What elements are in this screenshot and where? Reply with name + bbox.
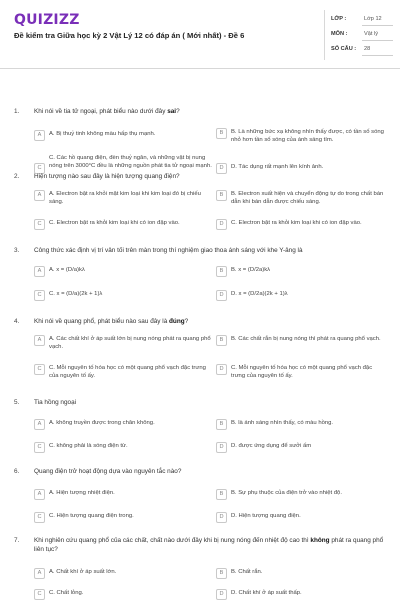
option-text: C. Chất lỏng.	[49, 590, 84, 596]
option-text: D. Hiện tượng quang điện.	[231, 513, 301, 519]
question-number: 6.	[14, 468, 20, 475]
option-letter: B	[216, 419, 227, 430]
option-text: C. Mỗi nguyên tố hóa học có một quang phổ vạch đặc trưng của nguyên tố ấy.	[231, 365, 373, 379]
option-text: A. Bị thuỷ tinh không màu hấp thụ mạnh.	[49, 131, 156, 137]
option-text: A. Hiện tượng nhiệt điện.	[49, 490, 115, 496]
option-letter: D	[216, 442, 227, 453]
option-letter: A	[34, 335, 45, 346]
option-letter: B	[216, 190, 227, 201]
option-letter: B	[216, 489, 227, 500]
option-letter: B	[216, 568, 227, 579]
option-letter: A	[34, 489, 45, 500]
option-letter: D	[216, 589, 227, 600]
option-letter: A	[34, 419, 45, 430]
option-letter: A	[34, 568, 45, 579]
option-text: C. Hiện tượng quang điện trong.	[49, 513, 134, 519]
question-number: 7.	[14, 537, 20, 544]
option-text: C. x = (D/a)(2k + 1)λ	[49, 291, 103, 297]
option-letter: B	[216, 128, 227, 139]
option-letter: C	[34, 589, 45, 600]
option-letter: D	[216, 290, 227, 301]
question-text: Khi nói về quang phổ, phát biểu nào sau đây là đúng?	[34, 318, 189, 325]
option-text: A. Các chất khí ở áp suất lớn bị nung nóng phát ra quang phổ vạch.	[49, 336, 211, 350]
option-letter: C	[34, 163, 45, 174]
question-text: Tia hồng ngoại	[34, 399, 77, 406]
question-text: Công thức xác định vị trí vân tối trên màn trong thí nghiệm giao thoa ánh sáng với khe Y-âng là	[34, 247, 303, 254]
question-text: Khi nói về tia tử ngoại, phát biểu nào dưới đây sai?	[34, 108, 180, 115]
document-title: Đề kiểm tra Giữa học kỳ 2 Vật Lý 12 có đáp án ( Mới nhất) - Đề 6	[14, 31, 245, 40]
option-text: C. Các hồ quang điện, đèn thuỷ ngân, và những vật bị nung nóng trên 3000°C đều là những nguồn phát tia tử ngoại mạnh.	[49, 155, 212, 169]
option-letter: C	[34, 512, 45, 523]
option-text: A. Chất khí ở áp suất lớn.	[49, 569, 117, 575]
option-letter: A	[34, 266, 45, 277]
option-text: A. không truyền được trong chân không.	[49, 420, 155, 426]
question-number: 2.	[14, 173, 20, 180]
option-letter: A	[34, 130, 45, 141]
option-text: D. Chất khí ở áp suất thấp.	[231, 590, 302, 596]
question-text: Quang điện trở hoạt động dựa vào nguyên tắc nào?	[34, 468, 182, 475]
option-letter: B	[216, 266, 227, 277]
option-letter: C	[34, 364, 45, 375]
option-letter: D	[216, 364, 227, 375]
option-text: C. Electron bật ra khỏi kim loại khi có ion đập vào.	[49, 220, 180, 226]
option-text: B. x = (D/2a)kλ	[231, 267, 271, 273]
option-text: D. x = (D/2a)(2k + 1)λ	[231, 291, 288, 297]
question-number: 1.	[14, 108, 20, 115]
option-text: B. Là những bức xạ không nhìn thấy được, có tần số sóng nhỏ hơn tần số sóng của ánh sáng tím.	[231, 129, 384, 143]
meta-count-label: SỐ CÂU :	[331, 46, 357, 52]
question-number: 5.	[14, 399, 20, 406]
option-text: B. Electron xuất hiện và chuyển động tự do trong chất bán dẫn khi bán dẫn được chiếu sáng.	[231, 191, 384, 205]
meta-info-box	[324, 10, 392, 60]
option-letter: B	[216, 335, 227, 346]
header-divider	[0, 68, 400, 69]
question-number: 4.	[14, 318, 20, 325]
quizizz-logo: QUIZIZZ	[14, 12, 80, 28]
option-text: C. Electron bật ra khỏi kim loại khi có ion đập vào.	[231, 220, 362, 226]
option-text: B. Sự phụ thuộc của điện trở vào nhiệt độ.	[231, 490, 342, 496]
document-header	[0, 0, 400, 68]
option-text: C. không phải là sóng điện từ.	[49, 443, 128, 449]
question-text: Khi nghiên cứu quang phổ của các chất, chất nào dưới đây khi bị nung nóng đến nhiệt độ cao thì không phát ra quang phổ liên tục?	[34, 537, 384, 553]
option-letter: C	[34, 290, 45, 301]
meta-subject	[331, 31, 393, 45]
option-letter: A	[34, 190, 45, 201]
option-text: D. Tác dụng rất mạnh lên kính ảnh.	[231, 164, 324, 170]
option-text: B. Chất rắn.	[231, 569, 263, 575]
question-number: 3.	[14, 247, 20, 254]
option-text: B. Các chất rắn bị nung nóng thì phát ra quang phổ vạch.	[231, 336, 381, 342]
meta-question-count	[331, 46, 393, 60]
meta-class	[331, 16, 393, 30]
question-text: Hiện tượng nào sau đây là hiện tượng quang điện?	[34, 173, 180, 180]
option-letter: C	[34, 219, 45, 230]
option-text: D. được ứng dụng để sưởi ấm	[231, 443, 312, 449]
meta-class-value: Lớp 12	[364, 16, 382, 22]
option-text: C. Mỗi nguyên tố hóa học có một quang phổ vạch đặc trưng của nguyên tố ấy.	[49, 365, 206, 379]
meta-class-label: LỚP :	[331, 16, 347, 22]
option-text: A. Electron bật ra khỏi mặt kim loại khi kim loại đó bị chiếu sáng.	[49, 191, 201, 205]
option-text: A. x = (D/a)kλ	[49, 267, 85, 273]
option-letter: D	[216, 219, 227, 230]
meta-subject-label: MÔN :	[331, 31, 348, 37]
meta-count-value: 28	[364, 46, 371, 52]
meta-subject-value: Vật lý	[364, 31, 378, 37]
option-letter: C	[34, 442, 45, 453]
option-text: B. là ánh sáng nhìn thấy, có màu hồng.	[231, 420, 334, 426]
option-letter: D	[216, 512, 227, 523]
option-letter: D	[216, 163, 227, 174]
